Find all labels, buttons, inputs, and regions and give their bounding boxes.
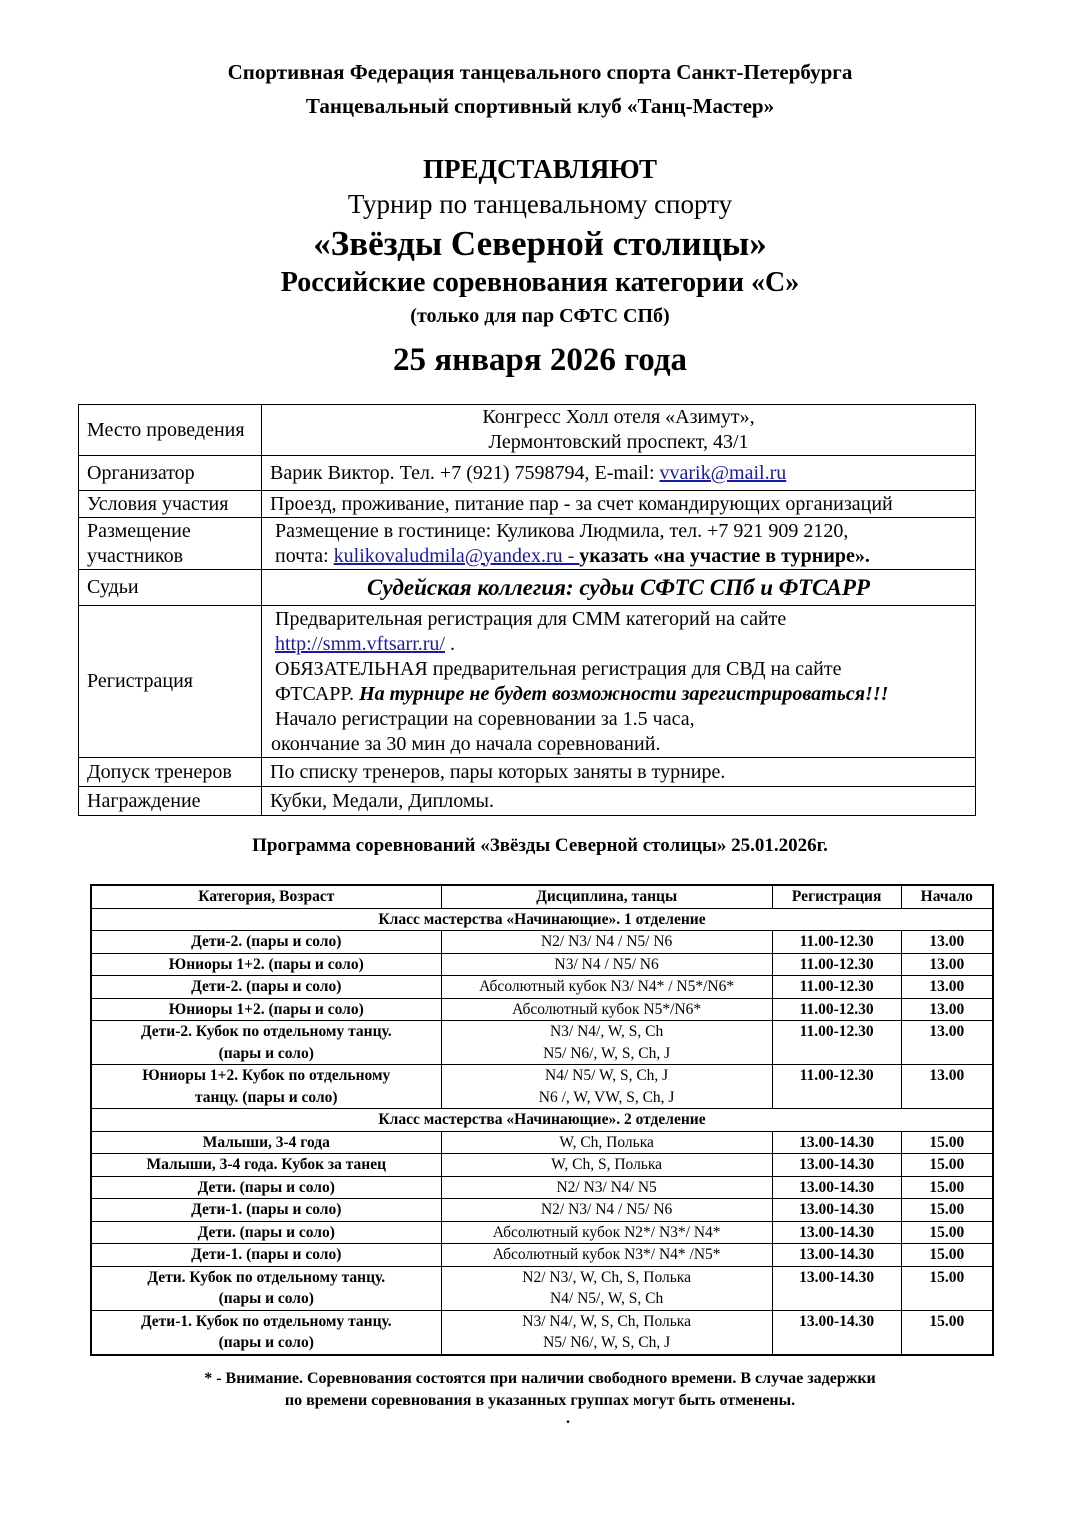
category-text: Дети-2. (пары и соло) [191,933,342,950]
category-text: Дети-2. Кубок по отдельному танцу. [140,1023,392,1040]
category-text: Дети-1. (пары и соло) [191,1201,342,1218]
category-cell [91,1244,441,1267]
start-time: 15.00 [901,1310,993,1355]
column-header: Категория, Возраст [91,885,441,908]
info-table [78,404,976,816]
organizer-email-link[interactable]: vvarik@mail.ru [659,461,787,484]
registration-time: 11.00-12.30 [772,976,901,999]
table-row [91,1199,993,1222]
category-cell [91,1176,441,1199]
info-row-organizer [79,456,976,491]
discipline-text: N2/ N3/ N4/ N5 [556,1178,657,1196]
column-header: Регистрация [772,885,901,908]
category-cell [91,953,441,976]
start-time: 15.00 [901,1266,993,1310]
registration-text: окончание за 30 мин до начала соревнований. [271,732,661,755]
category-text: танцу. (пары и соло) [194,1088,338,1106]
table-row [91,1154,993,1177]
discipline-text: N2/ N3/ N4 / N5/ N6 [540,933,673,950]
category-text: Дети. Кубок по отдельному танцу. [147,1268,386,1286]
table-row [91,1221,993,1244]
judges-label: Судьи [79,570,262,606]
discipline-text: N3/ N4/, W, S, Ch, Полька [522,1312,691,1330]
accommodation-email-link[interactable]: kulikovaludmila@yandex.ru - [333,544,580,567]
program-table [90,884,994,1356]
discipline-text: Абсолютный кубок N3*/ N4* /N5* [492,1246,721,1263]
info-row-venue [79,405,976,456]
start-time: 15.00 [901,1221,993,1244]
section-row [91,1109,993,1132]
registration-time: 13.00-14.30 [772,1199,901,1222]
registration-text: Начало регистрации на соревновании за 1.5 часа, [275,707,695,730]
category-text: Юниоры 1+2. (пары и соло) [168,1000,364,1018]
registration-time: 11.00-12.30 [772,998,901,1021]
table-row [91,1266,993,1310]
discipline-text: N4/ N5/, W, S, Ch [549,1290,664,1307]
coaches-label: Допуск тренеров [79,758,262,787]
registration-time: 11.00-12.30 [772,953,901,976]
category-text: Юниоры 1+2. (пары и соло) [168,955,364,973]
tournament-subtitle: Турнир по танцевальному спорту [347,189,733,219]
event-date: 25 января 2026 года [392,342,688,378]
category-text: Дети-1. (пары и соло) [191,1246,342,1263]
start-time: 13.00 [901,1021,993,1065]
start-time: 15.00 [901,1199,993,1222]
table-row [91,931,993,954]
discipline-cell [441,1310,772,1355]
program-header-row [91,885,993,908]
info-row-registration [79,606,976,758]
presents-heading: ПРЕДСТАВЛЯЮТ [422,154,658,184]
category-text: Малыши, 3-4 года [202,1133,330,1151]
category-cell [91,1266,441,1310]
discipline-cell [441,998,772,1021]
discipline-text: Абсолютный кубок N3/ N4* / N5*/N6* [479,978,735,995]
start-time: 13.00 [901,1065,993,1109]
category-cell [91,998,441,1021]
registration-text: ФТСАРР. [275,682,360,705]
discipline-cell [441,1244,772,1267]
category-text: Малыши, 3-4 года. Кубок за танец [146,1156,387,1173]
organizer-text: Варик Виктор. Тел. +7 (921) 7598794, E-mail: [270,461,660,484]
category-cell [91,976,441,999]
accommodation-label: Размещение [87,519,191,542]
discipline-text: N3/ N4/, W, S, Ch [549,1023,664,1040]
category-text: (пары и соло) [218,1044,314,1062]
category-cell [91,1154,441,1177]
info-row-coaches [79,758,976,787]
discipline-text: N2/ N3/, W, Ch, S, Полька [522,1268,691,1286]
start-time: 15.00 [901,1131,993,1154]
organizer-label: Организатор [79,456,262,491]
venue-line: Лермонтовский проспект, 43/1 [488,431,749,453]
info-row-judges [79,570,976,606]
registration-time: 11.00-12.30 [772,1021,901,1065]
table-row [91,1065,993,1109]
discipline-cell [441,953,772,976]
category-cell [91,1221,441,1244]
discipline-text: W, Ch, Полька [559,1133,654,1151]
category-text: Дети. (пары и соло) [197,1223,335,1241]
discipline-text: N3/ N4 / N5/ N6 [554,955,659,973]
conditions-text: Проезд, проживание, питание пар - за счет командирующих организаций [262,491,976,518]
discipline-text: Абсолютный кубок N5*/N6* [512,1000,702,1018]
registration-time: 13.00-14.30 [772,1131,901,1154]
start-time: 13.00 [901,931,993,954]
registration-time: 11.00-12.30 [772,1065,901,1109]
category-cell [91,1199,441,1222]
discipline-text: N5/ N6/, W, S, Ch, J [543,1334,671,1351]
start-time: 15.00 [901,1244,993,1267]
registration-warning: На турнире не будет возможности зарегистрироваться!!! [359,682,889,705]
table-row [91,1176,993,1199]
registration-text: Предварительная регистрация для СММ категорий на сайте [275,607,787,630]
category-cell [91,1310,441,1355]
start-time: 13.00 [901,998,993,1021]
category-cell [91,1021,441,1065]
category-text: Дети. (пары и соло) [197,1178,335,1196]
discipline-cell [441,1266,772,1310]
table-row [91,953,993,976]
venue-label: Место проведения [79,405,262,456]
category-text: (пары и соло) [218,1290,314,1307]
registration-time: 13.00-14.30 [772,1266,901,1310]
awards-text: Кубки, Медали, Дипломы. [262,787,976,816]
discipline-cell [441,1176,772,1199]
discipline-cell [441,1065,772,1109]
coaches-text: По списку тренеров, пары которых заняты в турнире. [262,758,976,787]
category-text: Юниоры 1+2. Кубок по отдельному [142,1067,391,1084]
accommodation-text: почта: [275,544,334,567]
tournament-title: «Звёзды Северной столицы» [313,224,767,263]
competition-category: Российские соревнования категории «С» [280,267,800,298]
column-header: Дисциплина, танцы [441,885,772,908]
table-row [91,976,993,999]
registration-time: 11.00-12.30 [772,931,901,954]
accommodation-note: указать «на участие в турнире». [579,544,870,567]
awards-label: Награждение [79,787,262,816]
discipline-cell [441,976,772,999]
category-text: Дети-2. (пары и соло) [191,978,342,995]
discipline-text: Абсолютный кубок N2*/ N3*/ N4* [492,1223,721,1241]
table-row [91,998,993,1021]
start-time: 13.00 [901,976,993,999]
accommodation-label: участников [87,544,184,567]
registration-time: 13.00-14.30 [772,1176,901,1199]
table-row [91,1131,993,1154]
category-text: Дети-1. Кубок по отдельному танцу. [140,1312,392,1330]
info-row-conditions [79,491,976,518]
table-row [91,1310,993,1355]
accommodation-text: Размещение в гостинице: Куликова Людмила, тел. +7 921 909 2120, [275,519,849,542]
table-row [91,1021,993,1065]
federation-name: Спортивная Федерация танцевального спорта Санкт-Петербурга [227,60,853,84]
registration-time: 13.00-14.30 [772,1154,901,1177]
column-header: Начало [901,885,993,908]
conditions-label: Условия участия [79,491,262,518]
start-time: 15.00 [901,1154,993,1177]
discipline-cell [441,1221,772,1244]
eligibility-note: (только для пар СФТС СПб) [410,305,670,327]
club-name: Танцевальный спортивный клуб «Танц-Мастер» [305,94,775,118]
registration-label: Регистрация [79,606,262,758]
section-title: Класс мастерства «Начинающие». 1 отделение [91,908,993,931]
program-heading: Программа соревнований «Звёзды Северной столицы» 25.01.2026г. [252,835,828,856]
category-cell [91,1131,441,1154]
registration-time: 13.00-14.30 [772,1244,901,1267]
start-time: 15.00 [901,1176,993,1199]
section-title: Класс мастерства «Начинающие». 2 отделение [91,1109,993,1132]
registration-site-link[interactable]: http://smm.vftsarr.ru/ [275,632,445,655]
category-text: (пары и соло) [218,1334,314,1351]
info-row-awards [79,787,976,816]
discipline-cell [441,931,772,954]
footer-note: по времени соревнования в указанных группах могут быть отменены. [284,1392,796,1409]
discipline-cell [441,1154,772,1177]
discipline-text: W, Ch, S, Полька [551,1156,663,1173]
judges-text: Судейская коллегия: судьи СФТС СПб и ФТСАРР [262,570,976,606]
table-row [91,1244,993,1267]
category-cell [91,931,441,954]
discipline-text: N2/ N3/ N4 / N5/ N6 [540,1201,673,1218]
discipline-text: N6 /, W, VW, S, Ch, J [538,1088,675,1106]
discipline-text: N5/ N6/, W, S, Ch, J [543,1044,671,1062]
venue-line: Конгресс Холл отеля «Азимут», [482,406,755,428]
start-time: 13.00 [901,953,993,976]
registration-text: ОБЯЗАТЕЛЬНАЯ предварительная регистрация для СВД на сайте [275,657,842,680]
info-row-accommodation [79,518,976,570]
discipline-cell [441,1021,772,1065]
footer-note: * - Внимание. Соревнования состоятся при наличии свободного времени. В случае задержки [204,1370,876,1387]
discipline-cell [441,1131,772,1154]
category-cell [91,1065,441,1109]
footer-dot: . [566,1410,570,1427]
registration-text: . [445,632,455,655]
discipline-cell [441,1199,772,1222]
section-row [91,908,993,931]
discipline-text: N4/ N5/ W, S, Ch, J [545,1067,669,1084]
registration-time: 13.00-14.30 [772,1310,901,1355]
registration-time: 13.00-14.30 [772,1221,901,1244]
